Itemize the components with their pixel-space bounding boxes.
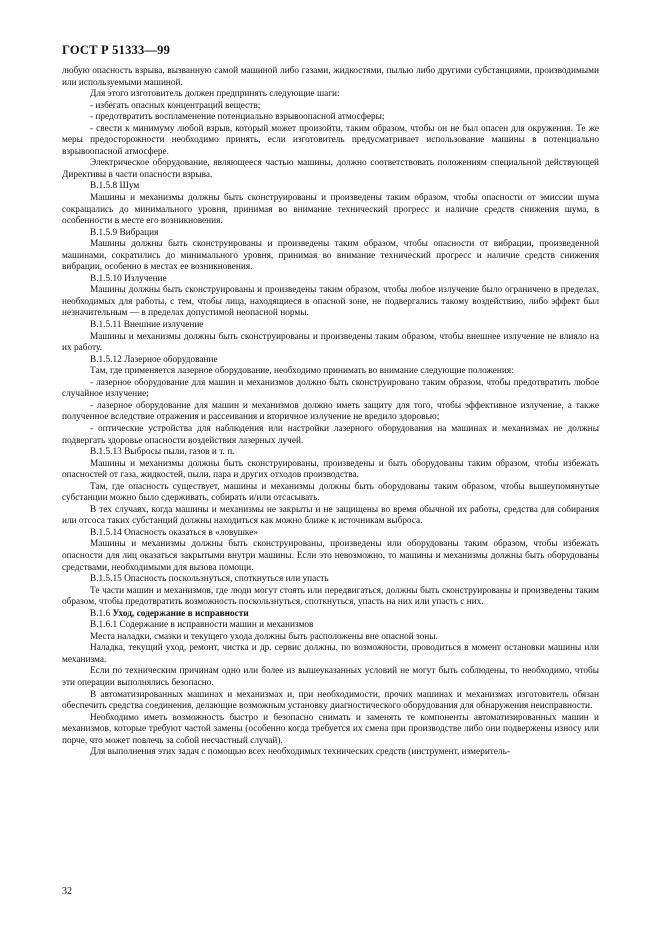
paragraph: Там, где опасность существует, машины и механизмы должны быть оборудованы таким образом, чтобы вышеупомянутые субстанции можно было сдерживать, собирать и/или отсасывать.: [62, 481, 599, 504]
paragraph: Машины должны быть сконструированы и произведены таким образом, чтобы опасности от вибрации, произведенной машинами, сократились до минимального уровня, принимая во внимание технический прогресс и наличие средств снижения вибрации, особенно в местах ее возникновения.: [62, 239, 599, 273]
section-heading: В.1.5.13 Выбросы пыли, газов и т. п.: [90, 447, 235, 458]
paragraph: В автоматизированных машинах и механизмах и, при необходимости, прочих машинах и механизмах изготовитель обязан обеспечить средства соединения, делающие возможным установку диагностического оборудования для обнаружения неисправности.: [62, 689, 599, 712]
section-heading: В.1.5.12 Лазерное оборудование: [90, 354, 218, 365]
paragraph: - лазерное оборудование для машин и механизмов должно быть сконструировано таким образом, чтобы предотвратить любое случайное излучение;: [62, 377, 599, 400]
section-heading: В.1.5.15 Опасность поскользнуться, споткнуться или упасть: [90, 574, 329, 585]
paragraph: Для выполнения этих задач с помощью всех необходимых технических средств (инструмент, измеритель-: [90, 747, 510, 758]
paragraph: Для этого изготовитель должен предпринять следующие шаги:: [90, 89, 340, 100]
section-title: Уход, содержание в исправности: [112, 608, 249, 619]
paragraph: Машины и механизмы должны быть сконструированы и произведены таким образом, чтобы опасности от эмиссии шума сокращались до минимального уровня, принимая во внимание технический прогресс и наличие средств снижения шума, в особенности в месте его возникновения.: [62, 193, 599, 227]
paragraph: Электрическое оборудование, являющееся частью машины, должно соответствовать положениям специальной действующей Директивы в части опасности взрыва.: [62, 158, 599, 180]
section-heading: В.1.6.1 Содержание в исправности машин и механизмов: [90, 620, 314, 631]
paragraph: Необходимо иметь возможность быстро и безопасно снимать и заменять те компоненты автоматизированных машин и механизмов, которые требуют частой замены (особенно когда требуется их смена при производстве либо они подвержены износу или порче, что может повлечь за собой несчастный случай).: [62, 712, 599, 746]
section-heading: В.1.5.10 Излучение: [90, 273, 167, 284]
document-body: [62, 66, 599, 759]
paragraph: - свести к минимуму любой взрыв, который может произойти, таким образом, чтобы он не был опасен для окружения. Те же меры предосторожности необходимо принять, если изготовитель предусматривает использование машины в потенциально взрывоопасной атмосфере.: [62, 123, 599, 157]
paragraph: - избегать опасных концентраций веществ;: [90, 100, 261, 111]
paragraph: Наладка, текущий уход, ремонт, чистка и др. сервис должны, по возможности, проводиться в момент остановки машины или механизма.: [62, 643, 599, 665]
paragraph: Машины и механизмы должны быть сконструированы и произведены таким образом, чтобы внешнее излучение не влияло на их работу.: [62, 331, 599, 354]
paragraph: В тех случаях, когда машины и механизмы не закрыты и не защищены во время обычной их работы, средства для собирания или отсоса таких субстанций должны находиться как можно ближе к источникам выброса.: [62, 504, 599, 527]
paragraph: - предотвратить воспламенение потенциально взрывоопасной атмосферы;: [90, 112, 385, 123]
section-heading: В.1.5.14 Опасность оказаться в «ловушке»: [90, 527, 258, 538]
standard-code-header: ГОСТ Р 51333—99: [62, 43, 171, 57]
section-number: В.1.6: [90, 608, 111, 619]
page-number: 32: [62, 886, 72, 897]
paragraph: Машины должны быть сконструированы и произведены таким образом, чтобы любое излучение было ограничено в пределах, необходимых для работы, с тем, чтобы лица, находящиеся в опасной зоне, не подвергались такому воздействию, либо эффект был незначительным — в пределах допустимой неопасной нормы.: [62, 285, 599, 319]
paragraph: Машины и механизмы должны быть сконструированы, произведены и быть оборудованы таким образом, чтобы избежать опасностей от газа, жидкостей, пыли, пара и других отходов производства.: [62, 458, 599, 481]
paragraph: Если по техническим причинам одно или более из вышеуказанных условий не могут быть соблюдены, то необходимо, чтобы эти операции выполнялись безопасно.: [62, 666, 599, 688]
paragraph: Те части машин и механизмов, где люди могут стоять или передвигаться, должны быть сконструированы и произведены таким образом, чтобы предотвратить возможность поскользнуться, споткнуться, упасть на них или упасть с них.: [62, 585, 599, 608]
paragraph: - лазерное оборудование для машин и механизмов должно иметь защиту для того, чтобы эффективное излучение, а также полученное вследствие отражения и рассеивания и вторичное излучение не вредило здоровью;: [62, 400, 599, 423]
paragraph: Машины и механизмы должны быть сконструированы, произведены или оборудованы таким образом, чтобы избежать опасности для лиц оказаться закрытыми внутри машины. Если это невозможно, то машины и механизмы должны быть оборудованы средствами, необходимыми для вызова помощи.: [62, 539, 599, 573]
section-heading: В.1.5.8 Шум: [90, 181, 140, 192]
paragraph: Места наладки, смазки и текущего ухода должны быть расположены вне опасной зоны.: [90, 631, 438, 642]
paragraph: любую опасность взрыва, вызванную самой машиной либо газами, жидкостями, пылью либо другими субстанциями, производимыми или используемыми машиной.: [62, 66, 599, 88]
paragraph: Там, где применяется лазерное оборудование, необходимо принимать во внимание следующие положения:: [90, 366, 514, 377]
section-heading: В.1.5.11 Внешние излучение: [90, 320, 204, 331]
section-heading: В.1.5.9 Вибрация: [90, 227, 159, 238]
section-heading: [62, 609, 599, 621]
paragraph: - оптические устройства для наблюдения или настройки лазерного оборудования на машинах и механизмах не должны подвергать здоровье опасности воздействия лазерных лучей.: [62, 423, 599, 446]
